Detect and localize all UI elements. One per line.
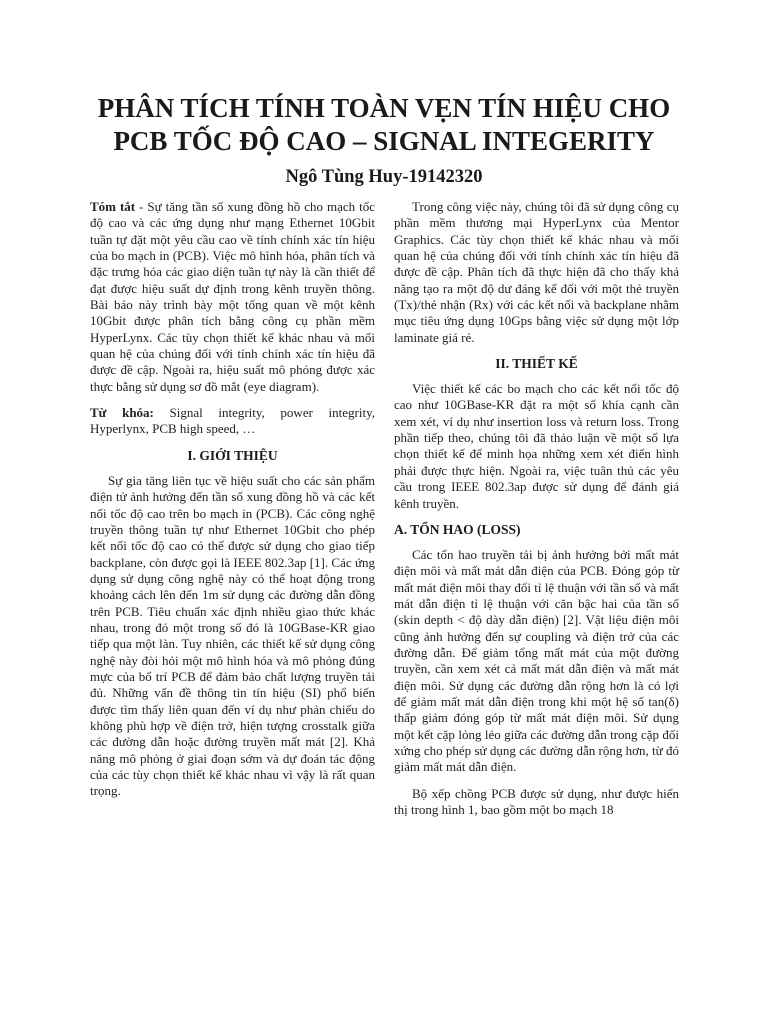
abstract-text: - Sự tăng tần số xung đồng hồ cho mạch tốc độ cao và các ứng dụng như mạng Ethernet 10Gbit tuần tự đặt một yêu cầu cao về tính chính xác tín hiệu của bo mạch in (PCB). Việc mô hình hóa, phân tích và đặc trưng hóa các giao diện tuần tự này là cần thiết để đạt được hiệu suất dự định trong kênh truyền thông. Bài báo này trình bày một tổng quan về một kênh 10Gbit được phân tích bằng công cụ phần mềm HyperLynx. Các tùy chọn thiết kế khác nhau và mối quan hệ của chúng đối với tính chính xác tín hiệu đã được đề cập. Ngoài ra, hiệu suất mô phỏng được xác thực bằng sử dụng sơ đồ mắt (eye diagram).	[90, 199, 375, 394]
title-line-1: PHÂN TÍCH TÍNH TOÀN VẸN TÍN HIỆU CHO	[97, 93, 671, 123]
abstract-paragraph	[90, 199, 375, 395]
title-line-2: PCB TỐC ĐỘ CAO – SIGNAL INTEGERITY	[113, 126, 655, 156]
keywords-label: Từ khóa:	[90, 405, 154, 421]
section-a-heading: A. TỔN HAO (LOSS)	[394, 521, 521, 537]
section-a-paragraph-1: Các tổn hao truyền tải bị ảnh hưởng bởi mất mát điện môi và mất mát dẫn điện của PCB. Đóng góp từ mất mát điện môi thay đổi tỉ lệ thuận với tần số và mất mát dẫn điện tỉ lệ thuận với căn bậc hai của tần số (skin depth < độ dày dẫn điện) [2]. Vật liệu điện môi cũng ảnh hưởng đến sự coupling và điện trở của các đường dẫn. Để giảm tổng mất mát của một đường truyền, cần xem xét cả mất mát dẫn điện và mất mát điện môi. Sử dụng các đường dẫn rộng hơn là có lợi để giảm mất mát dẫn điện trong khi một hệ số tan(δ) thấp giảm đóng góp từ mất mát điện môi. Sử dụng một kết cặp lỏng lẻo giữa các đường dẫn trong cặp đối xứng cho phép sử dụng các đường dẫn rộng hơn, từ đó giảm mất mát dẫn điện.	[394, 546, 679, 775]
section-1-heading: I. GIỚI THIỆU	[187, 447, 278, 463]
section-2-paragraph: Việc thiết kế các bo mạch cho các kết nối tốc độ cao như 10GBase-KR đặt ra một số khía cạnh cần xem xét, ví dụ như insertion loss và return loss. Trong phần tiếp theo, chúng tôi đã thảo luận về một số lựa chọn thiết kế để minh họa những xem xét điển hình phải được thực hiện. Ngoài ra, việc tuân thủ các yêu cầu trong IEEE 802.3ap được sử dụng để đánh giá kênh truyền.	[394, 381, 679, 511]
left-column	[90, 199, 375, 810]
keywords-text: Signal integrity, power integrity, Hyperlynx, PCB high speed, …	[90, 405, 375, 437]
right-intro-paragraph: Trong công việc này, chúng tôi đã sử dụng công cụ phần mềm thương mại HyperLynx của Mentor Graphics. Các tùy chọn thiết kế khác nhau và mối quan hệ của chúng đối với tính chính xác tín hiệu đã được đề cập. Phân tích đã thực hiện đã cho thấy khả năng tạo ra một độ dư đáng kể đối với một thẻ truyền (Tx)/thẻ nhận (Rx) với các kết nối và backplane nhằm mục tiêu ứng dụng 10Gps bằng việc sử dụng một lớp laminate giá rẻ.	[394, 199, 679, 345]
section-2-heading: II. THIẾT KẾ	[495, 356, 578, 372]
section-a-paragraph-2: Bộ xếp chồng PCB được sử dụng, như được hiển thị trong hình 1, bao gồm một bo mạch 18	[394, 785, 679, 817]
author-line: Ngô Tùng Huy-19142320	[285, 167, 483, 187]
abstract-label: Tóm tắt	[90, 199, 136, 214]
keywords-paragraph	[90, 405, 375, 438]
paper-title	[40, 92, 728, 158]
section-1-paragraph: Sự gia tăng liên tục về hiệu suất cho các sản phẩm điện tử ảnh hưởng đến tần số xung đồng hồ và các kết nối tốc độ cao trên bo mạch in (PCB). Các công nghệ truyền thông tuần tự như Ethernet 10Gbit cho phép kết nối tốc độ cao có thể được sử dụng cho giao tiếp backplane, còn được gọi là IEEE 802.3ap [1]. Các ứng dụng sử dụng công nghệ này có thể hoạt động trong khoảng cách lên đến 1m sử dụng các đường dẫn đồng trên PCB. Tiêu chuẩn xác định nhiều giao thức khác nhau, trong đó một trong số đó là 10GBase-KR giao tiếp qua một làn. Tuy nhiên, các thiết kế sử dụng công nghệ này đòi hỏi một mô hình hóa và mô phỏng đúng mực của bố trí PCB để đảm bảo chất lượng truyền tải đủ. Những vấn đề thông tin tín hiệu (SI) phổ biến được tìm thấy liên quan đến ví dụ như phản chiếu do không phù hợp về điện trở, hiện tượng crosstalk giữa các đường dẫn hoặc đường truyền mất mát [2]. Khả năng mô phỏng ở giai đoạn sớm và dự đoán tác động của các tùy chọn thiết kế khác nhau vì vậy là rất quan trọng.	[90, 472, 375, 799]
right-column	[394, 199, 679, 828]
